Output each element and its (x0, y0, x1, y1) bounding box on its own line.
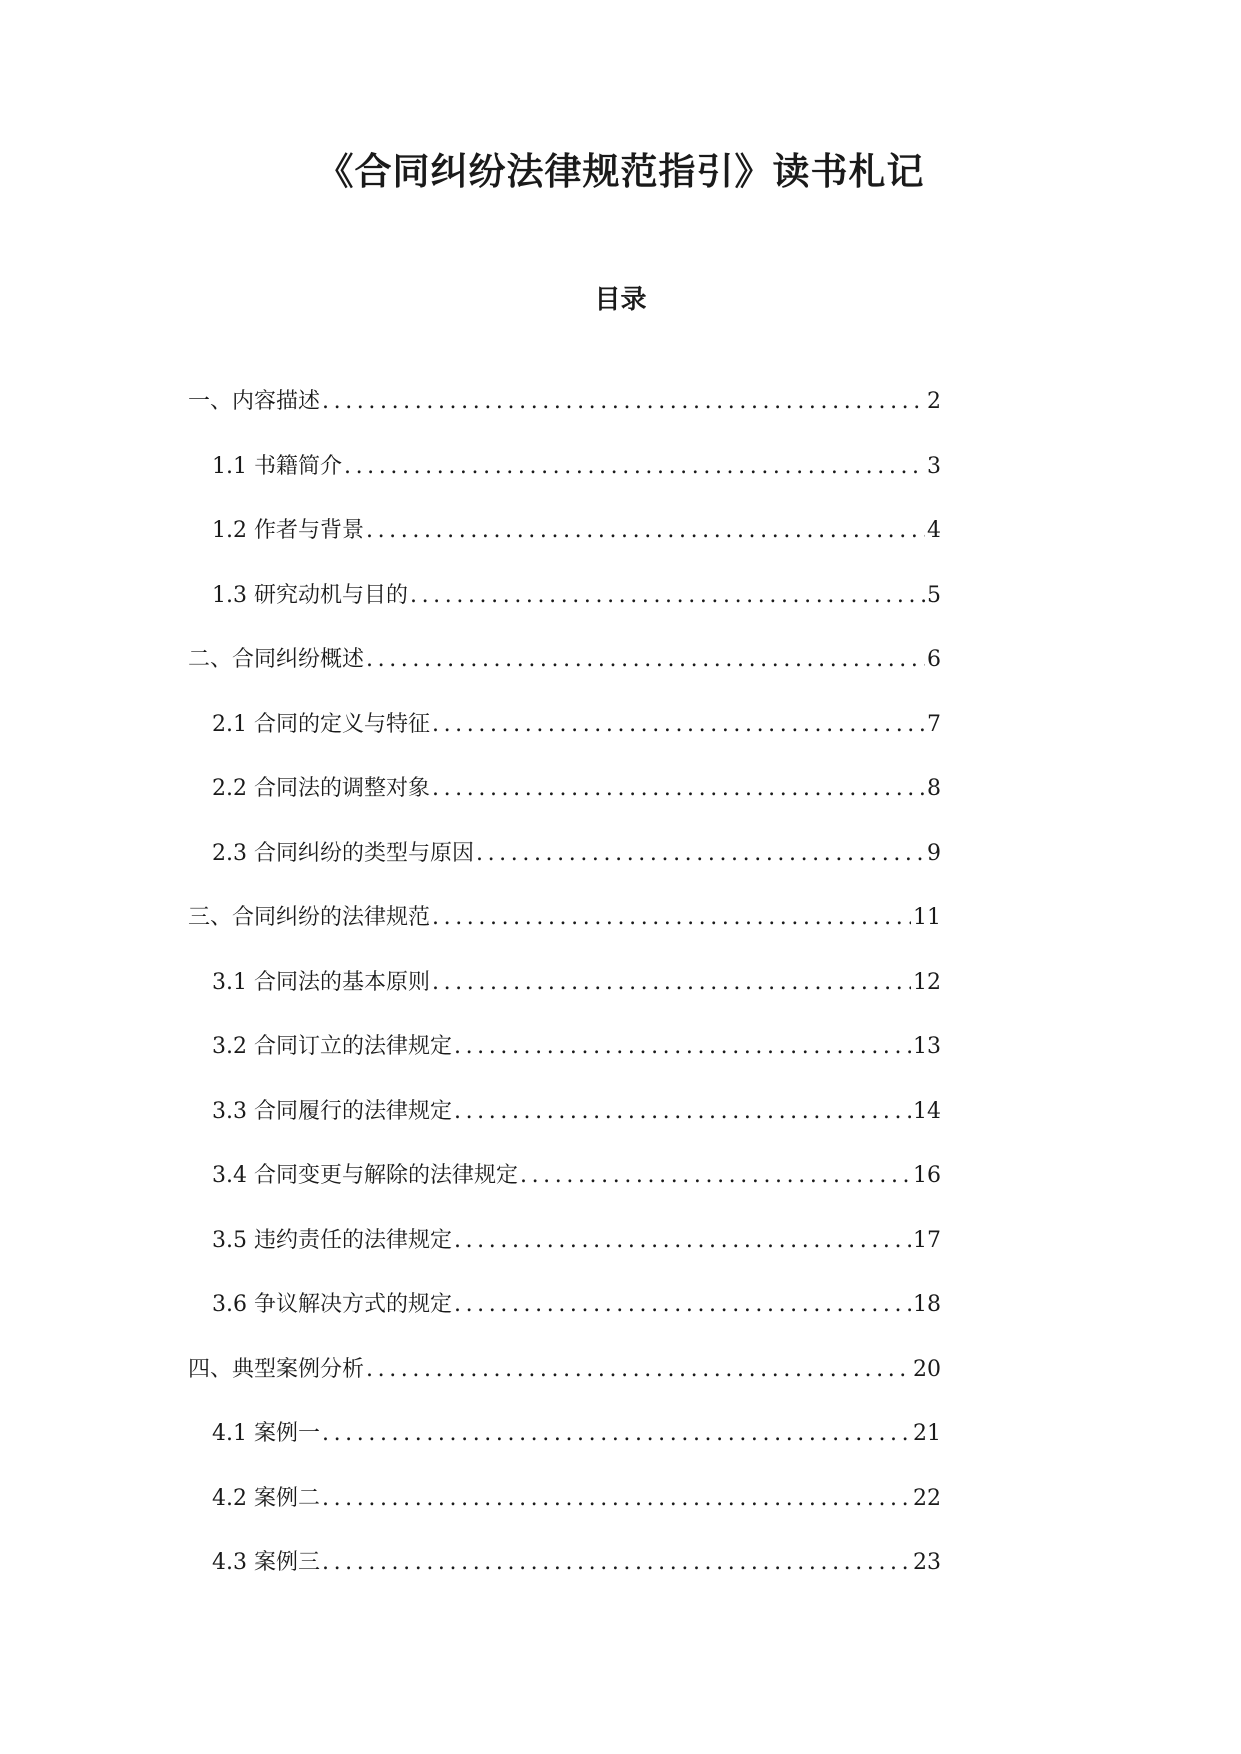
toc-entry[interactable] (212, 771, 941, 836)
toc-entry[interactable] (212, 1287, 941, 1352)
toc-entry-label: 2.3 合同纠纷的类型与原因 (212, 840, 474, 866)
toc-entry[interactable] (212, 1029, 941, 1094)
toc-entry[interactable] (212, 965, 941, 1030)
toc-dot-leader (364, 1352, 911, 1388)
toc-dot-leader (474, 836, 925, 872)
toc-entry-label: 三、合同纠纷的法律规范 (188, 905, 431, 930)
toc-entry-label: 1.1 书籍简介 (212, 453, 342, 479)
toc-entry[interactable] (212, 578, 941, 643)
toc-dot-leader (320, 1545, 911, 1581)
toc-dot-leader (452, 1094, 911, 1130)
toc-entry[interactable] (212, 513, 941, 578)
toc-entry[interactable] (188, 900, 941, 965)
toc-entry-label: 2.2 合同法的调整对象 (212, 776, 430, 801)
toc-entry-page: 13 (913, 1034, 941, 1059)
table-of-contents (0, 384, 1241, 1610)
toc-entry-label: 4.2 案例二 (212, 1485, 320, 1511)
toc-dot-leader (430, 707, 925, 743)
toc-dot-leader (430, 771, 925, 807)
toc-dot-leader (518, 1158, 911, 1194)
toc-entry-label: 四、典型案例分析 (188, 1356, 365, 1382)
toc-entry-label: 3.2 合同订立的法律规定 (212, 1034, 452, 1059)
toc-entry-label: 1.2 作者与背景 (212, 518, 364, 543)
toc-entry-page: 14 (913, 1098, 941, 1124)
toc-entry-page: 5 (927, 582, 941, 608)
toc-entry-label: 一、内容描述 (188, 389, 321, 414)
toc-entry-label: 3.5 违约责任的法律规定 (212, 1227, 452, 1253)
toc-entry[interactable] (188, 384, 941, 449)
toc-entry[interactable] (212, 449, 941, 514)
toc-entry[interactable] (212, 1223, 941, 1288)
toc-dot-leader (342, 449, 925, 485)
toc-dot-leader (452, 1223, 911, 1259)
toc-heading: 目录 (594, 285, 647, 315)
toc-entry-page: 4 (927, 518, 941, 543)
toc-entry-page: 11 (913, 905, 941, 930)
toc-dot-leader (408, 578, 925, 614)
toc-entry[interactable] (212, 707, 941, 772)
toc-entry[interactable] (188, 1352, 941, 1417)
toc-entry[interactable] (212, 1545, 941, 1610)
toc-entry-label: 3.4 合同变更与解除的法律规定 (212, 1163, 518, 1188)
toc-entry-page: 7 (927, 711, 941, 737)
toc-entry[interactable] (212, 1158, 941, 1223)
toc-entry-page: 3 (927, 453, 941, 479)
toc-entry-label: 3.6 争议解决方式的规定 (212, 1292, 452, 1317)
toc-entry-page: 9 (927, 840, 941, 866)
toc-entry-page: 12 (913, 969, 941, 995)
toc-entry-page: 22 (913, 1485, 941, 1511)
toc-entry-page: 18 (913, 1292, 941, 1317)
toc-dot-leader (452, 1287, 911, 1323)
toc-dot-leader (430, 965, 911, 1001)
toc-dot-leader (452, 1029, 911, 1065)
toc-entry-label: 4.3 案例三 (212, 1550, 320, 1575)
toc-dot-leader (364, 642, 925, 678)
toc-entry-page: 16 (913, 1163, 941, 1188)
toc-dot-leader (320, 384, 925, 420)
toc-entry-page: 21 (913, 1421, 941, 1446)
toc-dot-leader (430, 900, 911, 936)
toc-dot-leader (320, 1481, 911, 1517)
toc-entry-page: 17 (913, 1227, 941, 1253)
toc-entry-label: 4.1 案例一 (212, 1421, 320, 1446)
toc-entry-page: 23 (913, 1550, 941, 1575)
toc-entry-label: 2.1 合同的定义与特征 (212, 711, 430, 737)
toc-entry-page: 8 (927, 776, 941, 801)
toc-entry-page: 20 (913, 1356, 941, 1382)
toc-entry-label: 1.3 研究动机与目的 (212, 582, 408, 608)
toc-entry-page: 6 (927, 647, 941, 672)
toc-entry[interactable] (212, 1094, 941, 1159)
toc-entry[interactable] (212, 1481, 941, 1546)
toc-dot-leader (364, 513, 925, 549)
toc-entry[interactable] (212, 1416, 941, 1481)
toc-dot-leader (320, 1416, 911, 1452)
toc-entry[interactable] (212, 836, 941, 901)
toc-entry-page: 2 (927, 389, 941, 414)
toc-entry-label: 3.3 合同履行的法律规定 (212, 1098, 452, 1124)
toc-entry[interactable] (188, 642, 941, 707)
toc-entry-label: 二、合同纠纷概述 (188, 647, 365, 672)
toc-entry-label: 3.1 合同法的基本原则 (212, 969, 430, 995)
page-title: 《合同纠纷法律规范指引》读书札记 (316, 150, 925, 193)
